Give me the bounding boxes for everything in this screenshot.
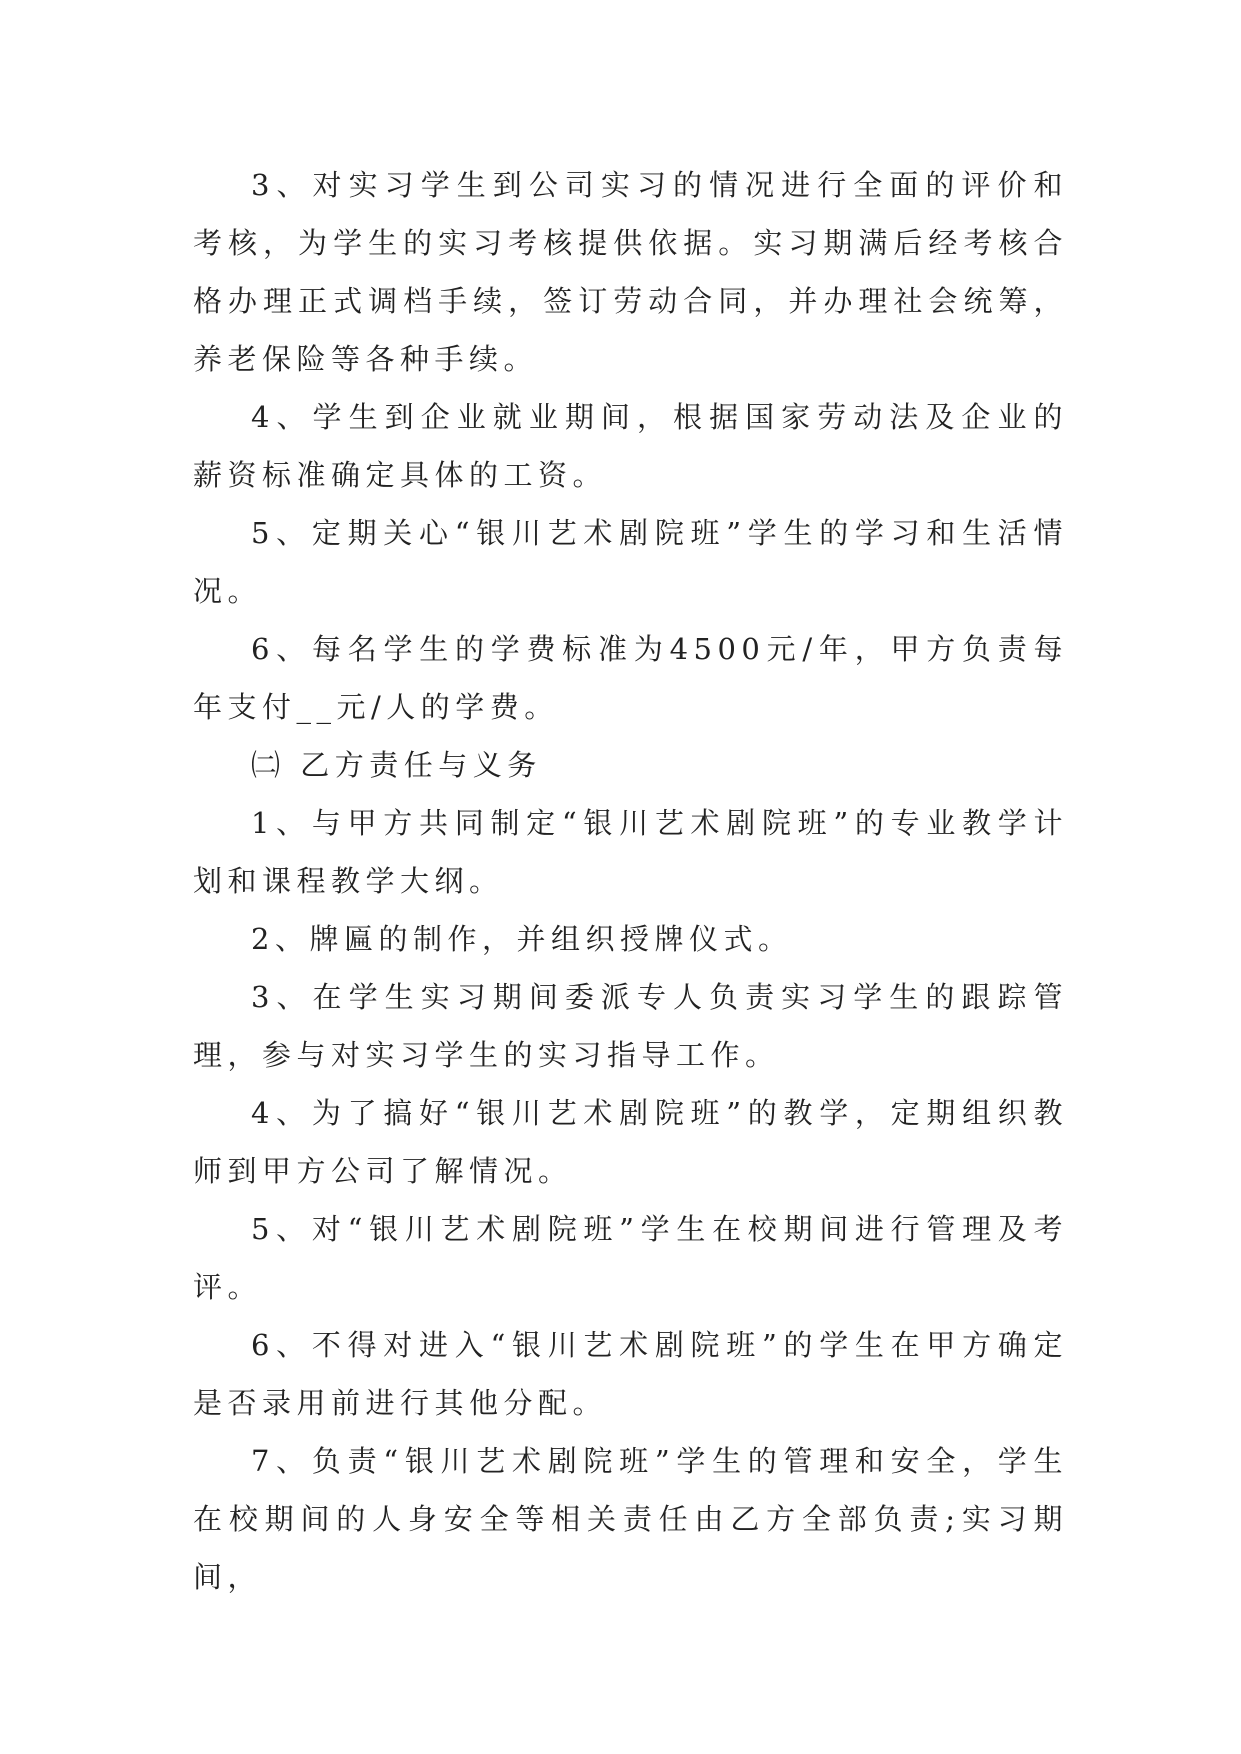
paragraph-party-a-item-5: 5、定期关心“银川艺术剧院班”学生的学习和生活情况。: [193, 516, 1068, 608]
paragraph-party-b-item-2: 2、牌匾的制作，并组织授牌仪式。: [251, 922, 793, 956]
document-body: [193, 156, 1068, 1606]
paragraph-party-a-item-6: 6、每名学生的学费标准为4500元/年，甲方负责每年支付__元/人的学费。: [193, 632, 1068, 724]
paragraph-party-b-item-6: 6、不得对进入“银川艺术剧院班”的学生在甲方确定是否录用前进行其他分配。: [193, 1328, 1068, 1420]
paragraph-party-b-item-5: 5、对“银川艺术剧院班”学生在校期间进行管理及考评。: [193, 1212, 1068, 1304]
paragraph-party-b-item-7: 7、负责“银川艺术剧院班”学生的管理和安全，学生在校期间的人身安全等相关责任由乙方全部负责;实习期间，: [193, 1444, 1068, 1594]
paragraph-party-b-item-1: 1、与甲方共同制定“银川艺术剧院班”的专业教学计划和课程教学大纲。: [193, 806, 1068, 898]
paragraph-party-a-item-3: 3、对实习学生到公司实习的情况进行全面的评价和考核，为学生的实习考核提供依据。实习期满后经考核合格办理正式调档手续，签订劳动合同，并办理社会统筹，养老保险等各种手续。: [193, 168, 1068, 376]
paragraph-party-a-item-4: 4、学生到企业就业期间，根据国家劳动法及企业的薪资标准确定具体的工资。: [193, 400, 1068, 492]
paragraph-party-b-item-3: 3、在学生实习期间委派专人负责实习学生的跟踪管理，参与对实习学生的实习指导工作。: [193, 980, 1068, 1072]
paragraph-party-b-item-4: 4、为了搞好“银川艺术剧院班”的教学，定期组织教师到甲方公司了解情况。: [193, 1096, 1068, 1188]
section-heading-party-b: ㈡ 乙方责任与义务: [251, 748, 542, 782]
